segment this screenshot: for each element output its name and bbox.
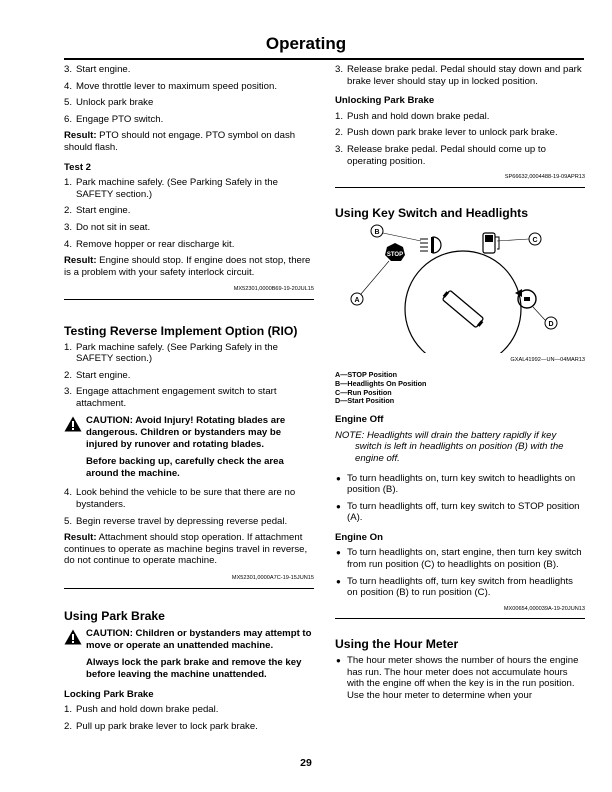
headlight-icon (433, 237, 441, 253)
unlocking-park-brake-heading: Unlocking Park Brake (335, 95, 435, 107)
rio-section-heading: Testing Reverse Implement Option (RIO) (64, 323, 298, 338)
engine-on-heading: Engine On (335, 531, 383, 543)
legend-item: C—Run Position (335, 387, 392, 397)
key-switch-figure (335, 223, 585, 353)
bullet-item: ● To turn headlights off, turn key switch to STOP position (A). (335, 501, 585, 524)
step-item: 2. Start engine. (64, 369, 131, 381)
engine-off-heading: Engine Off (335, 414, 384, 426)
callout-b: B (374, 229, 380, 237)
step-item: 1. Park machine safely. (See Parking Safely in the SAFETY section.) (64, 341, 278, 365)
note-paragraph: NOTE: Headlights will drain the battery rapidly if key switch is left in headlights on position (B) with the engine off. (335, 429, 564, 464)
step-item: 6. Engage PTO switch. (64, 113, 164, 125)
step-item: 1. Push and hold down brake pedal. (335, 110, 490, 122)
step-item: 4. Move throttle lever to maximum speed position. (64, 80, 278, 92)
callout-c: C (532, 237, 538, 245)
callout-a: A (354, 297, 360, 305)
step-item: 4. Look behind the vehicle to be sure that there are no bystanders. (64, 487, 296, 511)
result-paragraph: Result: Engine should stop. If engine does not stop, there is a problem with your safety interlock circuit. (64, 255, 311, 278)
step-item: 3. Release brake pedal. Pedal should come up to operating position. (335, 143, 546, 167)
reference-code: MX52301,0000B69-19-20JUL15 (64, 284, 314, 300)
caution-text: Always lock the park brake and remove the key before leaving the machine unattended. (86, 657, 302, 680)
test-2-heading: Test 2 (64, 161, 92, 173)
legend-item: A—STOP Position (335, 369, 398, 379)
park-brake-heading: Using Park Brake (64, 608, 165, 623)
stop-label: STOP (386, 252, 404, 259)
step-item: 2. Push down park brake lever to unlock park brake. (335, 127, 558, 139)
right-column (335, 64, 585, 706)
bullet-item: ● To turn headlights on, turn key switch to headlights on position (B). (335, 473, 585, 496)
step-item: 4. Remove hopper or rear discharge kit. (64, 238, 235, 250)
step-item: 1. Park machine safely. (See Parking Safely in the SAFETY section.) (64, 177, 278, 200)
step-item: 3. Release brake pedal. Pedal should stay down and park brake lever should stay up in locked position. (335, 64, 582, 87)
figure-reference: GXAL41992—UN—04MAR13 (510, 357, 585, 364)
caution-text: CAUTION: Children or bystanders may attempt to move or operate an unattended machine. (86, 628, 312, 651)
step-item: 3. Do not sit in seat. (64, 221, 151, 233)
caution-block (64, 415, 314, 479)
legend-item: D—Start Position (335, 396, 395, 406)
step-item: 3. Engage attachment engagement switch to start attachment. (64, 386, 277, 409)
page-title: Operating (265, 34, 347, 53)
caution-block (64, 628, 314, 680)
warning-triangle-icon (64, 629, 82, 645)
hour-meter-heading: Using the Hour Meter (335, 637, 459, 652)
key-switch-heading: Using Key Switch and Headlights (335, 205, 529, 220)
step-item: 3. Start engine. (64, 64, 131, 75)
step-item: 5. Begin reverse travel by depressing reverse pedal. (64, 515, 288, 527)
reference-code: MX52301,0000A7C-19-15JUN15 (64, 573, 314, 589)
callout-d: D (548, 321, 554, 329)
caution-text: Before backing up, carefully check the area around the machine. (86, 456, 284, 479)
bullet-item: ● To turn headlights on, start engine, then turn key switch from run position (C) to headlights on position (B). (335, 547, 585, 570)
reference-code: SP66632,0004488-19-09APR13 (335, 172, 585, 188)
step-item: 2. Pull up park brake lever to lock park brake. (64, 720, 258, 732)
step-item: 1. Push and hold down brake pedal. (64, 704, 219, 716)
left-column (64, 64, 314, 737)
result-paragraph: Result: Attachment should stop operation. If attachment continues to operate as machine begins travel in reverse, do not continue to operate machine. (64, 532, 308, 567)
bullet-item: ● The hour meter shows the number of hours the engine has run. The hour meter does not accumulate hours with the engine off when the key is in the run position. Use the hour meter to determine when your (335, 655, 585, 701)
legend-item: B—Headlights On Position (335, 378, 427, 388)
start-rotation-icon (515, 289, 536, 308)
figure-legend (335, 371, 585, 406)
warning-triangle-icon (64, 416, 82, 432)
run-fuel-icon (483, 233, 499, 253)
key-switch-diagram (335, 223, 585, 353)
result-paragraph: Result: PTO should not engage. PTO symbol on dash should flash. (64, 130, 296, 153)
reference-code: MX00654,000039A-19-20JUN13 (335, 604, 585, 620)
locking-park-brake-heading: Locking Park Brake (64, 688, 154, 700)
step-item: 2. Start engine. (64, 205, 131, 217)
header-rule (64, 58, 584, 60)
page-number: 29 (300, 757, 312, 769)
bullet-item: ● To turn headlights off, turn key switch from headlights on position (B) to run position (C). (335, 576, 585, 599)
step-item: 5. Unlock park brake (64, 97, 154, 109)
caution-text: CAUTION: Avoid Injury! Rotating blades are dangerous. Children or bystanders may be injured by runover and rotating blades. (86, 415, 286, 450)
